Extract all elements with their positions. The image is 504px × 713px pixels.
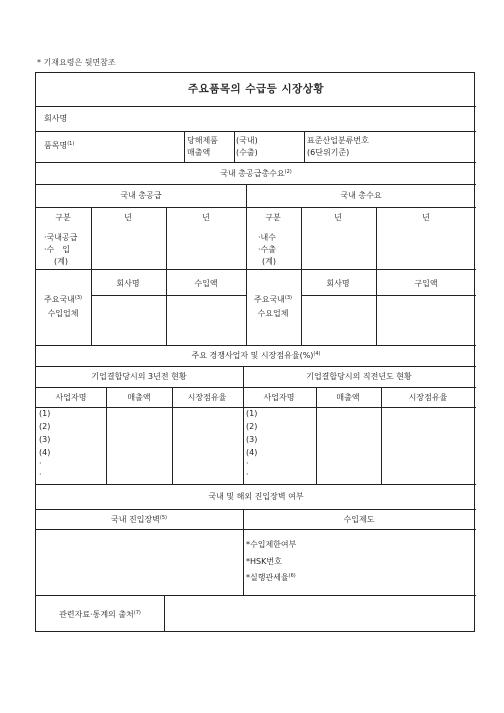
main-buyer-label-2: 수요업체 [257, 309, 289, 318]
competitor-row-num: (1) [246, 409, 258, 418]
company-name-col: 회사명 [116, 279, 140, 288]
col-company: 사업자명 [55, 393, 87, 402]
export-label: (수출) [236, 148, 258, 157]
competitors-header: 주요 경쟁사업자 및 시장점유율(%)$^{(4)}$ [191, 351, 321, 360]
col-year: 년 [202, 213, 210, 222]
form-title: 주요품목의 수급등 시장상황 [187, 83, 325, 95]
demand-row: ·수출 [258, 245, 276, 254]
sales-label-2: 매출액 [187, 148, 211, 157]
domestic-label: (국내) [236, 136, 258, 145]
divider [36, 106, 476, 107]
col-share: 시장점유율 [408, 393, 448, 402]
divider [36, 269, 476, 270]
divider [36, 345, 476, 346]
demand-header: 국내 총수요 [340, 191, 382, 200]
source-label: 관련자료·통계의 출처$^{(7)}$ [59, 610, 141, 619]
competitor-row-num: (1) [39, 409, 51, 418]
divider [36, 184, 476, 185]
divider [301, 295, 476, 296]
divider [166, 269, 167, 345]
demand-row: (계) [262, 257, 276, 266]
hsk-number-item: *HSK번호 [246, 557, 282, 566]
col-year: 년 [124, 213, 132, 222]
col-company: 사업자명 [263, 393, 295, 402]
col-share: 시장점유율 [187, 393, 227, 402]
col-year: 년 [422, 213, 430, 222]
divider [376, 269, 377, 345]
main-buyer-label-1: 주요국내$^{(3)}$ [253, 295, 293, 304]
col-year: 년 [334, 213, 342, 222]
divider [36, 595, 476, 596]
market-status-form [35, 72, 475, 632]
product-label: 품목명$^{(1)}$ [44, 141, 75, 150]
divider [36, 484, 476, 485]
divider [184, 131, 185, 162]
divider [91, 269, 92, 345]
sales-label-1: 당해제품 [187, 136, 218, 145]
divider [36, 162, 476, 163]
tariff-rate-item: *실행관세율$^{(6)}$ [246, 573, 296, 582]
divider [36, 366, 476, 367]
competitor-row-num: (4) [39, 448, 51, 457]
supply-row: (계) [54, 257, 68, 266]
divider [91, 207, 92, 269]
supply-demand-header: 국내 총공급총수요$^{(2)}$ [220, 169, 292, 178]
divider [36, 207, 476, 208]
supply-row: ·수 입 [44, 245, 70, 254]
divider [164, 595, 165, 632]
divider [36, 529, 476, 530]
divider [316, 387, 317, 484]
competitors-right-header: 기업결합당시의 직전년도 현황 [306, 372, 412, 381]
competitors-left-header: 기업결합당시의 3년전 현황 [91, 372, 187, 381]
competitor-row-num: · [39, 459, 42, 468]
import-system-label: 수입제도 [343, 515, 375, 524]
competitor-row-num: (4) [246, 448, 258, 457]
std-code-label-1: 표준산업분류번호 [307, 136, 369, 145]
company-label: 회사명 [44, 114, 68, 123]
import-amount-col: 수입액 [194, 279, 218, 288]
purchase-amount-col: 구입액 [414, 279, 438, 288]
instruction-note: * 기재요령은 뒷면참조 [37, 58, 116, 67]
demand-row: ·내수 [258, 233, 276, 242]
divider [301, 269, 302, 345]
divider [36, 407, 476, 408]
divider [376, 207, 377, 269]
competitor-row-num: · [39, 470, 42, 479]
std-code-label-2: (6단위기준) [307, 148, 350, 157]
competitor-row-num: (3) [246, 435, 258, 444]
divider [106, 387, 107, 484]
main-importer-label-2: 수입업체 [47, 309, 79, 318]
divider [166, 207, 167, 269]
divider [172, 387, 173, 484]
domestic-barrier-label: 국내 진입장벽$^{(5)}$ [110, 515, 168, 524]
supply-row: ·국내공급 [44, 233, 78, 242]
divider [381, 387, 382, 484]
competitor-row-num: (3) [39, 435, 51, 444]
divider [243, 509, 244, 595]
divider [91, 295, 246, 296]
col-sales: 매출액 [127, 393, 151, 402]
divider [36, 509, 476, 510]
competitor-row-num: · [246, 459, 249, 468]
divider [36, 387, 476, 388]
col-sales: 매출액 [336, 393, 360, 402]
competitor-row-num: · [246, 470, 249, 479]
divider [36, 131, 476, 132]
barriers-header: 국내 및 해외 진입장벽 여부 [208, 492, 304, 501]
divider [234, 131, 235, 162]
divider [246, 184, 247, 345]
competitor-row-num: (2) [39, 422, 51, 431]
col-category: 구분 [265, 213, 281, 222]
import-restriction-item: *수입제한여부 [246, 540, 297, 549]
divider [304, 131, 305, 162]
company-name-col: 회사명 [326, 279, 350, 288]
competitor-row-num: (2) [246, 422, 258, 431]
main-importer-label-1: 주요국내$^{(3)}$ [43, 295, 83, 304]
divider [301, 207, 302, 269]
divider [243, 366, 244, 484]
col-category: 구분 [55, 213, 71, 222]
supply-header: 국내 총공급 [120, 191, 162, 200]
